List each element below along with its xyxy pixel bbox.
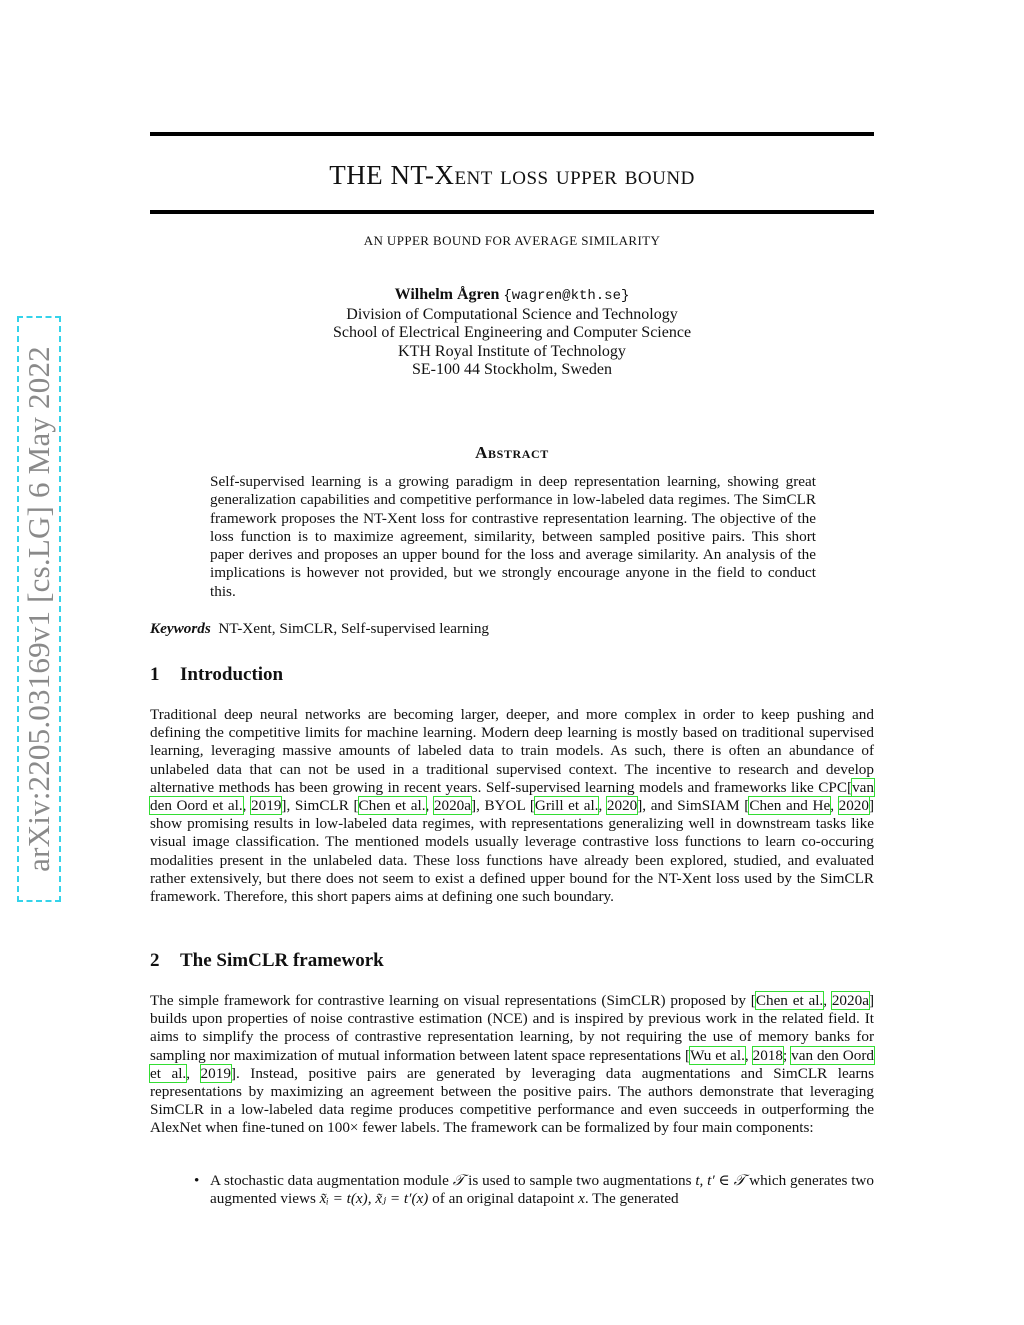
- citation-link[interactable]: Grill et al.: [534, 797, 599, 815]
- author-block: [150, 286, 874, 380]
- keywords-text: NT-Xent, SimCLR, Self-supervised learning: [218, 620, 490, 637]
- keywords-label: Keywords: [150, 620, 211, 637]
- paper-subtitle: AN UPPER BOUND FOR AVERAGE SIMILARITY: [363, 233, 661, 248]
- affiliation-line: School of Electrical Engineering and Computer Science: [332, 324, 692, 341]
- citation-link[interactable]: Chen and He: [749, 797, 831, 815]
- citation-link[interactable]: 2020: [838, 797, 869, 815]
- citation-link[interactable]: 2019: [200, 1064, 231, 1082]
- author-email[interactable]: {wagren@kth.se}: [503, 288, 630, 304]
- citation-link[interactable]: 2020: [606, 797, 638, 815]
- citation-link[interactable]: 2020a: [831, 992, 869, 1009]
- citation-link[interactable]: 2019: [251, 797, 282, 815]
- introduction-paragraph: Traditional deep neural networks are becoming larger, deeper, and more complex in order to keep pushing and defining the competitive limits for machine learning. Modern deep learning is mostly based on traditional supervised learning, leveraging massive amounts of labeled data to train models. As such, there is often an abundance of unlabeled data that can not be used in a traditional supervised context. The incentive to research and develop alternative methods has been growing in recent years. Self-supervised learning models and frameworks like CPC[van den Oord et al., 2019], SimCLR [Chen et al., 2020a], BYOL [Grill et al., 2020], and SimSIAM [Chen and He, 2020] show promising results in low-labeled data regimes, with representations generalizing well in downstream tasks like visual image classification. The mentioned models usually leverage contrastive loss functions to learn co-occuring modalities present in the unlabeled data. These loss functions have already been explored, studied, and evaluated rather extensively, but there does not seem to exist a defined upper bound for the NT-Xent loss used by the SimCLR framework. Therefore, this short papers aims at defining one such boundary.: [150, 706, 875, 906]
- citation-link[interactable]: Chen et al.: [755, 992, 824, 1009]
- affiliation-line: SE-100 44 Stockholm, Sweden: [412, 361, 612, 378]
- author-name: Wilhelm Ågren: [394, 286, 500, 303]
- citation-link[interactable]: 2020a: [433, 797, 472, 815]
- affiliation-line: Division of Computational Science and Technology: [346, 305, 678, 323]
- abstract-text: Self-supervised learning is a growing paradigm in deep representation learning, showing great generalization capabilities and competitive performance in low-labeled data regimes. The SimCLR framework proposes the NT-Xent loss for contrastive representation learning. The objective of the loss function is to maximize agreement, similarity, between sampled positive pairs. This short paper derives and proposes an upper bound for the loss and average similarity. An analysis of the implications is however not provided, but we strongly encourage anyone in the field to conduct this.: [210, 473, 816, 600]
- citation-link[interactable]: 2018: [752, 1046, 783, 1064]
- arxiv-id: arXiv:2205.03169v1 [cs.LG] 6 May 2022: [21, 346, 56, 872]
- section-heading-introduction: 1 Introduction: [150, 664, 284, 685]
- citation-link[interactable]: van den Oord et al.: [150, 1046, 874, 1082]
- arxiv-sidebar-stamp[interactable]: [17, 316, 61, 902]
- bullet-icon: •: [194, 1172, 200, 1189]
- citation-link[interactable]: van den Oord et al.: [150, 778, 874, 815]
- citation-link[interactable]: Wu et al.: [690, 1046, 745, 1064]
- paper-title: THE NT-Xent loss upper bound: [329, 160, 695, 190]
- simclr-paragraph: The simple framework for contrastive learning on visual representations (SimCLR) proposed by [Chen et al., 2020a] builds upon properties of noise contrastive estimation (NCE) and is inspired by previous work in the related field. It aims to simplify the process of contrastive representation learning, by not requiring the use of memory banks for sampling nor maximization of mutual information between latent space representations [Wu et al., 2018; van den Oord et al., 2019]. Instead, positive pairs are generated by leveraging data augmentations and SimCLR learns representations by maximizing an agreement between the positive pairs. The authors demonstrate that leveraging SimCLR in a low-labeled data regime produces competitive performance and even succeeds in outperforming the AlexNet when fine-tuned on 100× fewer labels. The framework can be formalized by four main components:: [150, 992, 875, 1137]
- section-heading-simclr: 2 The SimCLR framework: [150, 950, 384, 971]
- citation-link[interactable]: Chen et al.: [358, 797, 426, 815]
- title-bottom-rule: [150, 210, 874, 214]
- keywords-line: [150, 620, 489, 638]
- title-top-rule: [150, 132, 874, 136]
- component-list-item: • A stochastic data augmentation module 𝒯 is used to sample two augmentations t, t′ ∈ 𝒯 which generates two augmented views x̃ᵢ = t(x), x̃ⱼ = t′(x) of an original datapoint x. The generated: [194, 1172, 874, 1208]
- affiliation-line: KTH Royal Institute of Technology: [398, 342, 626, 360]
- abstract-heading: Abstract: [475, 443, 549, 462]
